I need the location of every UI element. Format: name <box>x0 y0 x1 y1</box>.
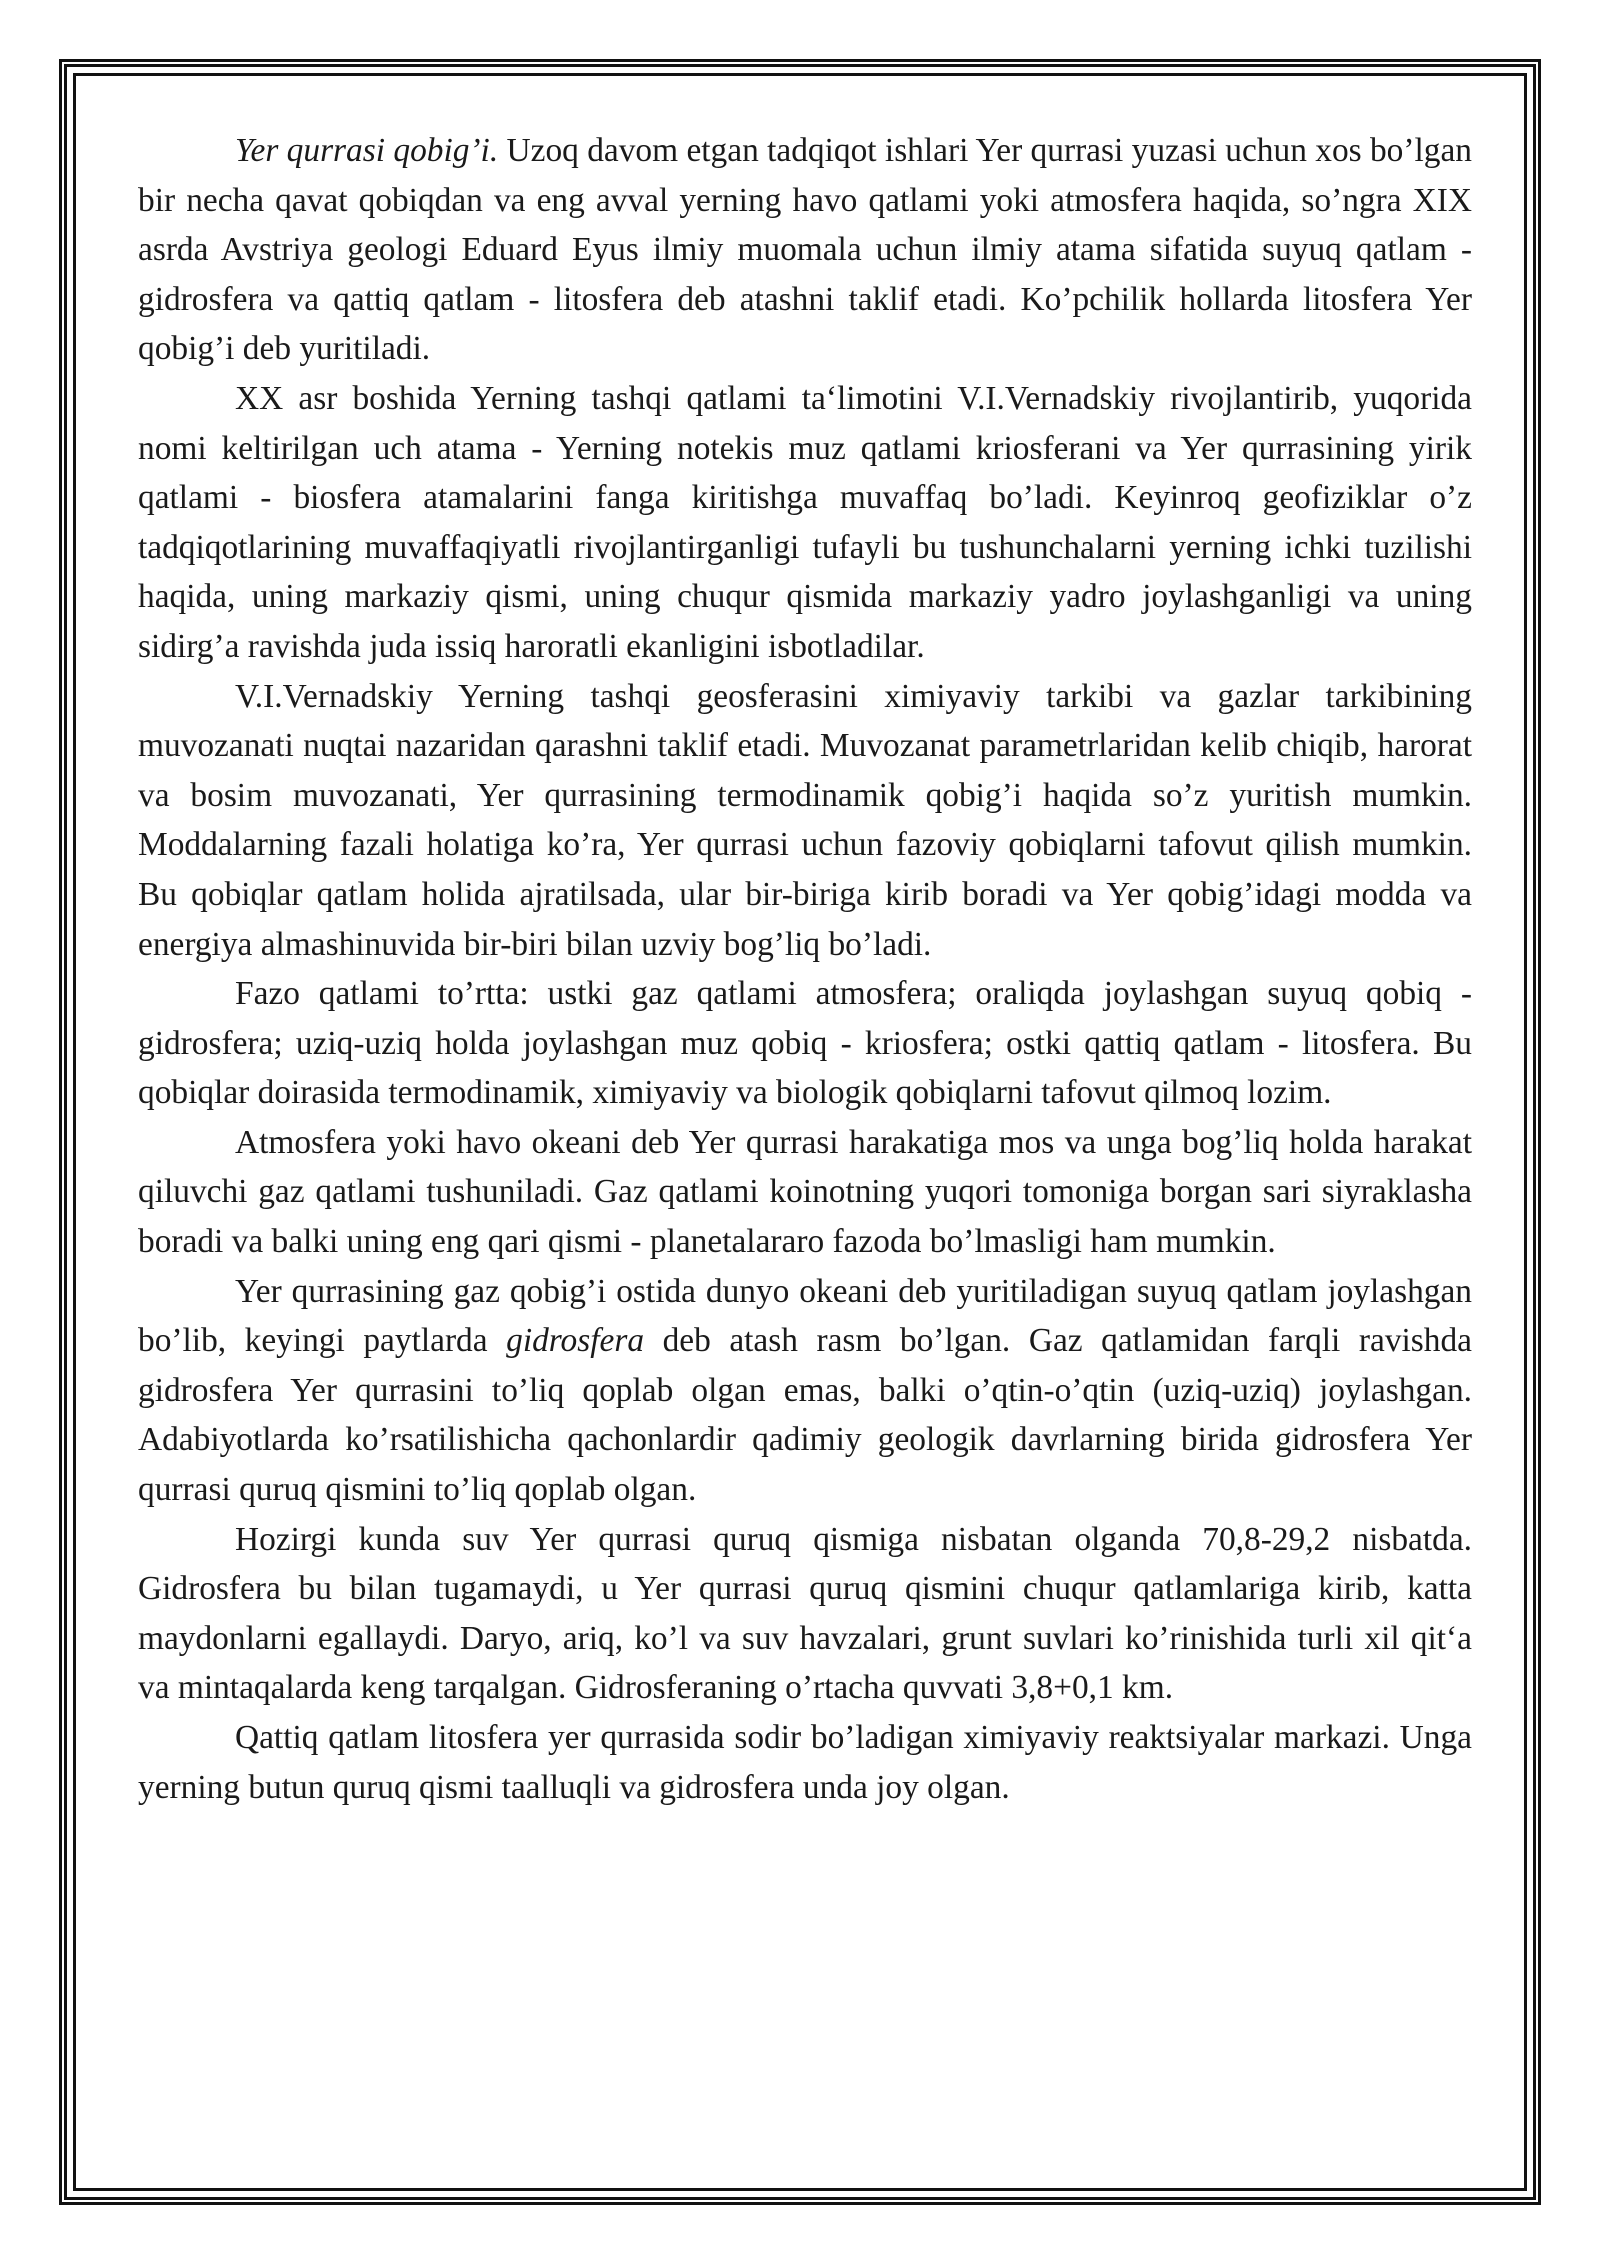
paragraph-hydrosphere <box>138 1267 1472 1515</box>
paragraph-text: deb atash rasm bo’lgan. Gaz qatlamidan farqli ravishda gidrosfera Yer qurrasini to’liq qoplab olgan emas, balki o’qtin-o’qtin (uziq-uziq) joylashgan. Adabiyotlarda ko’rsatilishicha qachonlardir qadimiy geologik davrlarning birida gidrosfera Yer qurrasi quruq qismini to’liq qoplab olgan. <box>138 1322 1472 1509</box>
paragraph-text: Fazo qatlami to’rtta: ustki gaz qatlami atmosfera; oraliqda joylashgan suyuq qobiq -gidrosfera; uziq-uziq holda joylashgan muz qobiq - kriosfera; ostki qattiq qatlam - litosfera. Bu qobiqlar doirasida termodinamik, ximiyaviy va biologik qobiqlarni tafovut qilmoq lozim. <box>138 975 1472 1112</box>
paragraph-water-ratio <box>138 1515 1472 1713</box>
paragraph-text: Uzoq davom etgan tadqiqot ishlari Yer qurrasi yuzasi uchun xos bo’lgan bir necha qavat qobiqdan va eng avval yerning havo qatlami yoki atmosfera haqida, so’ngra XIX asrda Avstriya geologi Eduard Eyus ilmiy muomala uchun ilmiy atama sifatida suyuq qatlam - gidrosfera va qattiq qatlam - litosfera deb atashni taklif etadi. Ko’pchilik hollarda litosfera Yer qobig’i deb yuritiladi. <box>138 132 1472 368</box>
document-body <box>138 126 1472 1812</box>
paragraph-geosphere-equilibrium <box>138 672 1472 970</box>
paragraph-text: Hozirgi kunda suv Yer qurrasi quruq qismiga nisbatan olganda 70,8-29,2 nisbatda. Gidrosfera bu bilan tugamaydi, u Yer qurrasi quruq qismini chuqur qatlamlariga kirib, katta maydonlarni egallaydi. Daryo, ariq, ko’l va suv havzalari, grunt suvlari ko’rinishida turli xil qit‘a va mintaqalarda keng tarqalgan. Gidrosferaning o’rtacha quvvati 3,8+0,1 km. <box>138 1520 1472 1707</box>
paragraph-text: Atmosfera yoki havo okeani deb Yer qurrasi harakatiga mos va unga bog’liq holda harakat qiluvchi gaz qatlami tushuniladi. Gaz qatlami koinotning yuqori tomoniga borgan sari siyraklasha boradi va balki uning eng qari qismi - planetalararo fazoda bo’lmasligi ham mumkin. <box>138 1123 1472 1261</box>
paragraph-atmosphere <box>138 1118 1472 1267</box>
paragraph-four-layers <box>138 969 1472 1118</box>
paragraph-lithosphere <box>138 1713 1472 1812</box>
paragraph-earth-shell <box>138 126 1472 374</box>
paragraph-text: V.I.Vernadskiy Yerning tashqi geosferasini ximiyaviy tarkibi va gazlar tarkibining muvozanati nuqtai nazaridan qarashni taklif etadi. Muvozanat parametrlaridan kelib chiqib, harorat va bosim muvozanati, Yer qurrasining termodinamik qobig’i haqida so’z yuritish mumkin. Moddalarning fazali holatiga ko’ra, Yer qurrasi uchun fazoviy qobiqlarni tafovut qilish mumkin. Bu qobiqlar qatlam holida ajratilsada, ular bir-biriga kirib boradi va Yer qobig’idagi modda va energiya almashinuvida bir-biri bilan uzviy bog’liq bo’ladi. <box>138 677 1472 963</box>
paragraph-text: XX asr boshida Yerning tashqi qatlami ta‘limotini V.I.Vernadskiy rivojlantirib, yuqorida nomi keltirilgan uch atama - Yerning notekis muz qatlami kriosferani va Yer qurrasining yirik qatlami - biosfera atamalarini fanga kiritishga muvaffaq bo’ladi. Keyinroq geofiziklar o’z tadqiqotlarining muvaffaqiyatli rivojlantirganligi tufayli bu tushunchalarni yerning ichki tuzilishi haqida, uning markaziy qismi, uning chuqur qismida markaziy yadro joylashganligi va uning sidirg’a ravishda juda issiq haroratli ekanligini isbotladilar. <box>138 379 1472 665</box>
paragraph-text: Qattiq qatlam litosfera yer qurrasida sodir bo’ladigan ximiyaviy reaktsiyalar markazi. Unga yerning butun quruq qismi taalluqli va gidrosfera unda joy olgan. <box>138 1719 1472 1806</box>
italic-term: gidrosfera <box>506 1322 645 1360</box>
section-heading-italic: Yer qurrasi qobig’i. <box>235 132 499 169</box>
paragraph-text: Yer qurrasining gaz qobig’i ostida dunyo okeani deb yuritiladigan suyuq qatlam joylashgan bo’lib, keyingi paytlarda <box>138 1272 1472 1360</box>
paragraph-vernadsky-outer-layer <box>138 374 1472 672</box>
